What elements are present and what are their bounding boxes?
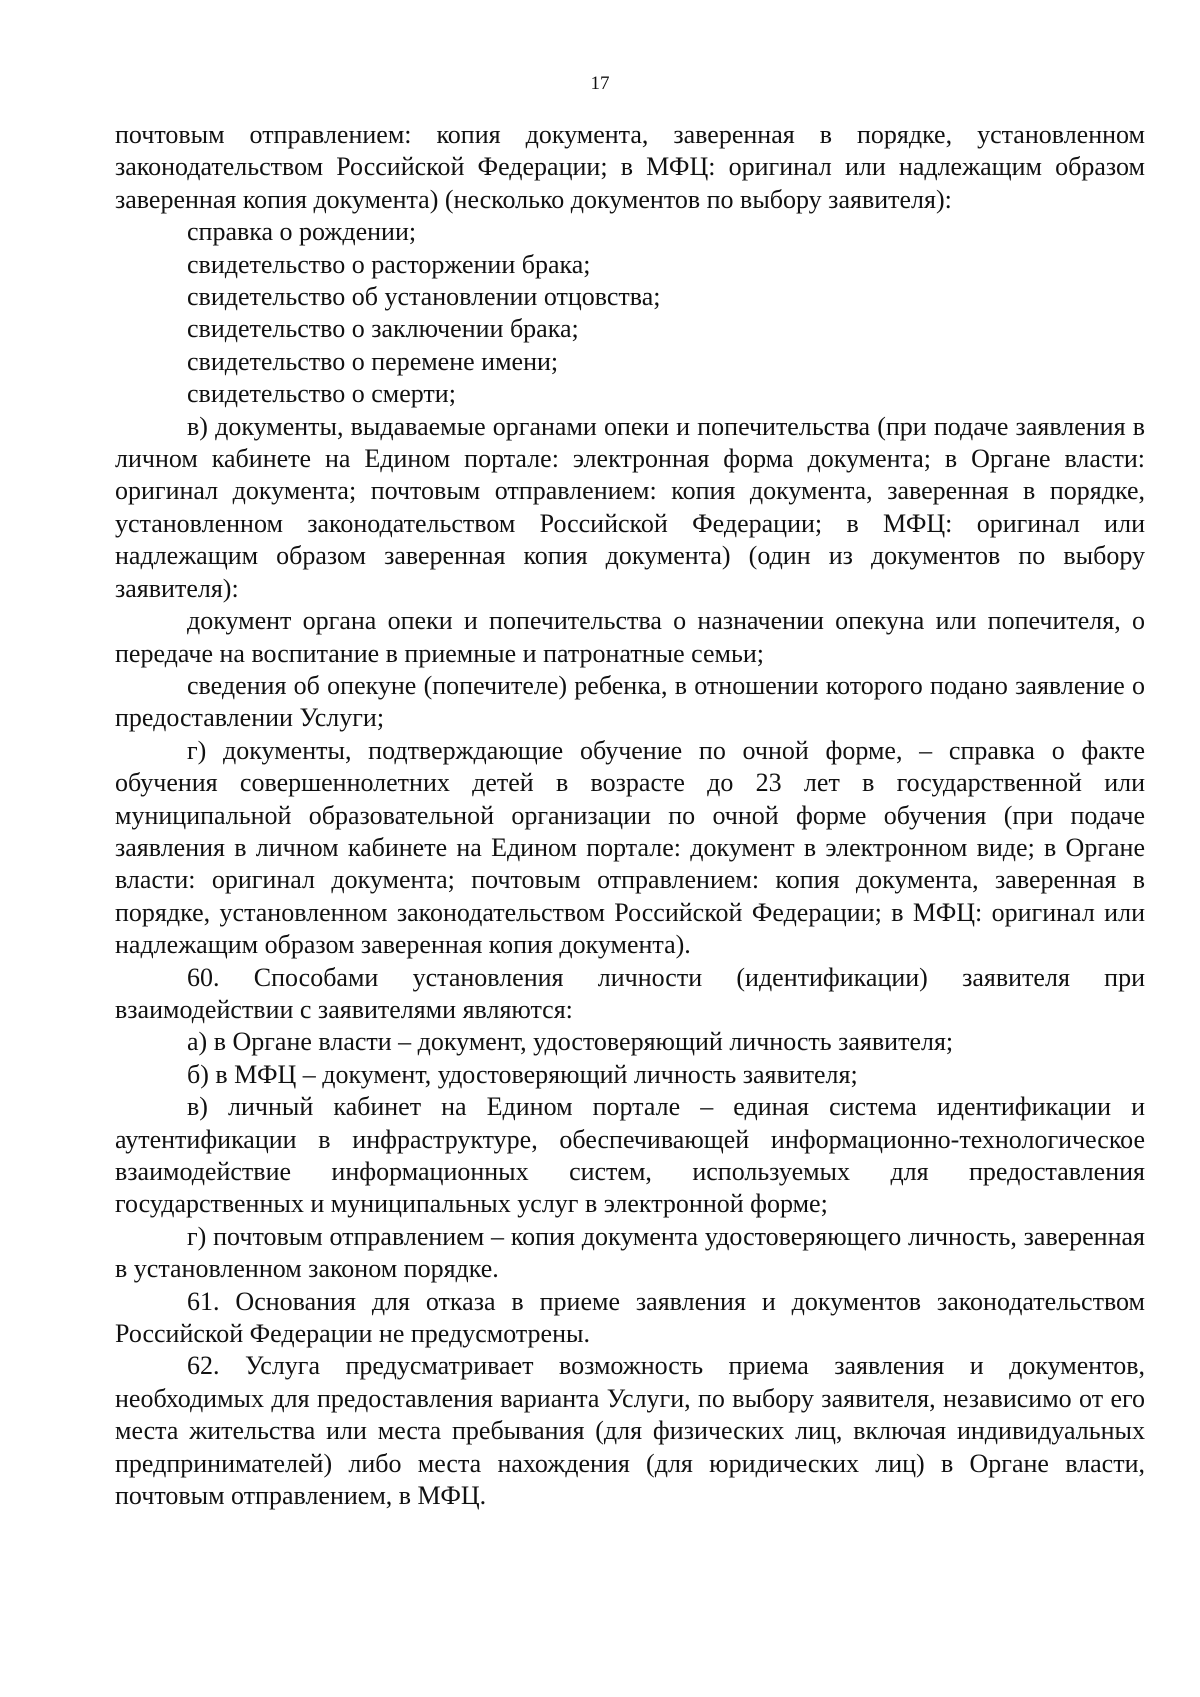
list-item: сведения об опекуне (попечителе) ребенка, в отношении которого подано заявление о предоставлении Услуги; <box>115 670 1145 733</box>
list-item: свидетельство о перемене имени; <box>187 346 559 376</box>
list-item: г) почтовым отправлением – копия документа удостоверяющего личность, заверенная в установленном законом порядке. <box>115 1221 1145 1284</box>
paragraph: г) документы, подтверждающие обучение по очной форме, – справка о факте обучения совершеннолетних детей в возрасте до 23 лет в государственной или муниципальной образовательной организации по очной форме обучения (при подаче заявления в личном кабинете на Едином портале: документ в электронном виде; в Органе власти: оригинал документа; почтовым отправлением: копия документа, заверенная в порядке, установленном законодательством Российской Федерации; в МФЦ: оригинал или надлежащим образом заверенная копия документа). <box>115 735 1145 960</box>
list-item: б) в МФЦ – документ, удостоверяющий личность заявителя; <box>187 1059 858 1089</box>
list-item: в) личный кабинет на Едином портале – единая система идентификации и аутентификации в инфраструктуре, обеспечивающей информационно-технологическое взаимодействие информационных систем, используемых для предоставления государственных и муниципальных услуг в электронной форме; <box>115 1092 1145 1219</box>
paragraph: 61. Основания для отказа в приеме заявления и документов законодательством Российской Федерации не предусмотрены. <box>115 1286 1145 1349</box>
list-item: а) в Органе власти – документ, удостоверяющий личность заявителя; <box>187 1027 954 1057</box>
paragraph: в) документы, выдаваемые органами опеки и попечительства (при подаче заявления в личном кабинете на Едином портале: электронная форма документа; в Органе власти: оригинал документа; почтовым отправлением: копия документа, заверенная в порядке, установленном законодательством Российской Федерации; в МФЦ: оригинал или надлежащим образом заверенная копия документа) (один из документов по выбору заявителя): <box>115 411 1145 603</box>
list-item: свидетельство о расторжении брака; <box>187 249 591 279</box>
list-item: справка о рождении; <box>187 217 417 247</box>
paragraph: 62. Услуга предусматривает возможность приема заявления и документов, необходимых для предоставления варианта Услуги, по выбору заявителя, независимо от его места жительства или места пребывания (для физических лиц, включая индивидуальных предпринимателей) либо места нахождения (для юридических лиц) в Органе власти, почтовым отправлением, в МФЦ. <box>115 1351 1145 1511</box>
paragraph: 60. Способами установления личности (идентификации) заявителя при взаимодействии с заявителями являются: <box>115 962 1145 1024</box>
list-item: свидетельство о заключении брака; <box>187 314 579 344</box>
document-body <box>115 119 1145 1512</box>
page-number: 17 <box>590 73 610 94</box>
list-item: документ органа опеки и попечительства о назначении опекуна или попечителя, о передаче на воспитание в приемные и патронатные семьи; <box>115 606 1145 668</box>
list-item: свидетельство о смерти; <box>187 379 456 409</box>
list-item: свидетельство об установлении отцовства; <box>187 282 661 312</box>
paragraph: почтовым отправлением: копия документа, заверенная в порядке, установленном законодательством Российской Федерации; в МФЦ: оригинал или надлежащим образом заверенная копия документа) (несколько документов по выбору заявителя): <box>115 120 1145 214</box>
